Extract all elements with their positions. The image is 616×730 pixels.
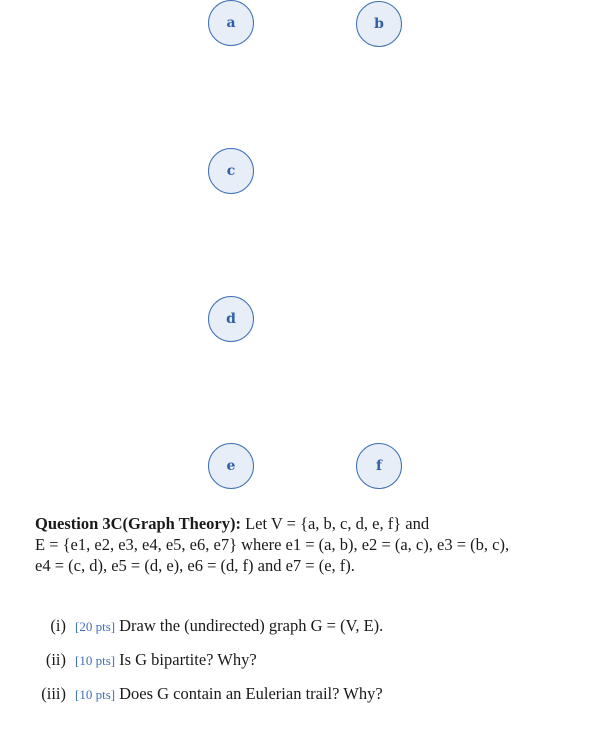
question-title: Question 3C(Graph Theory): bbox=[35, 514, 241, 533]
node-label: d bbox=[226, 311, 236, 327]
question-line-1: Let V = {a, b, c, d, e, f} and bbox=[245, 514, 430, 533]
graph-node-a bbox=[208, 0, 254, 46]
question-line-3: e4 = (c, d), e5 = (d, e), e6 = (d, f) and e7 = (e, f). bbox=[35, 556, 355, 575]
graph-node-c bbox=[208, 148, 254, 194]
graph-node-e bbox=[208, 443, 254, 489]
part-iii bbox=[0, 683, 616, 705]
question-statement bbox=[35, 513, 577, 576]
part-number: (i) bbox=[50, 616, 66, 635]
graph-node-f bbox=[356, 443, 402, 489]
points-badge: [10 pts] bbox=[75, 687, 116, 702]
node-label: b bbox=[374, 16, 384, 32]
node-label: f bbox=[375, 458, 383, 474]
part-ii bbox=[0, 649, 616, 671]
part-text: Draw the (undirected) graph G = (V, E). bbox=[119, 616, 384, 635]
graph-node-d bbox=[208, 296, 254, 342]
question-line-2: E = {e1, e2, e3, e4, e5, e6, e7} where e1 = (a, b), e2 = (a, c), e3 = (b, c), bbox=[35, 535, 510, 554]
part-i bbox=[0, 615, 616, 637]
part-text: Is G bipartite? Why? bbox=[119, 650, 257, 669]
node-label: c bbox=[226, 163, 236, 179]
graph-node-b bbox=[356, 1, 402, 47]
part-number: (iii) bbox=[41, 684, 66, 703]
points-badge: [20 pts] bbox=[75, 619, 116, 634]
node-label: a bbox=[226, 15, 236, 31]
points-badge: [10 pts] bbox=[75, 653, 116, 668]
part-number: (ii) bbox=[45, 650, 66, 669]
part-text: Does G contain an Eulerian trail? Why? bbox=[119, 684, 383, 703]
node-label: e bbox=[226, 458, 236, 474]
